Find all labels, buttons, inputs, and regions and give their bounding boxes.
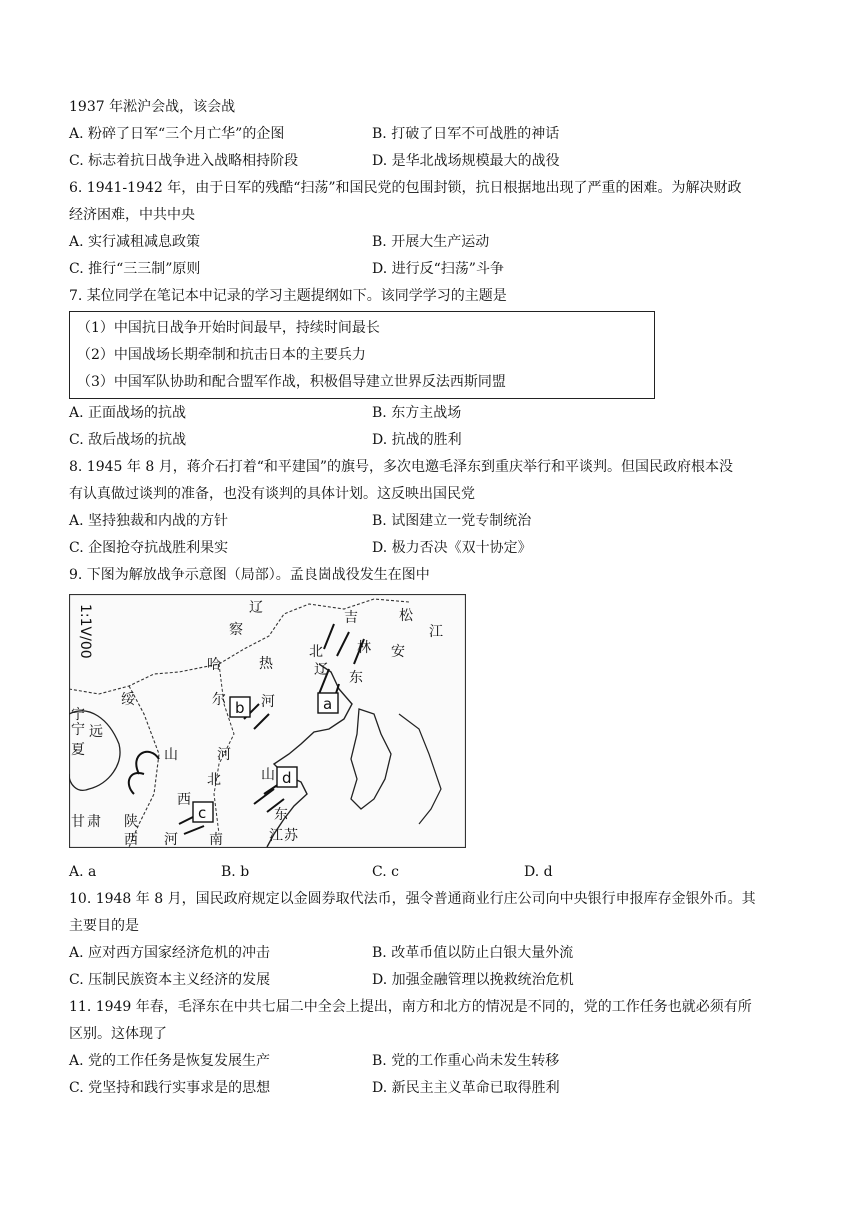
map-label-d xyxy=(277,767,297,787)
q7-option-c: C. 敌后战场的抗战 xyxy=(69,432,187,448)
map-place-name: 宁 xyxy=(71,707,85,723)
map-place-name: 河 xyxy=(217,747,231,763)
q9-option-c: C. c xyxy=(372,864,399,880)
q7-outline-item-1: （1）中国抗日战争开始时间最早，持续时间最长 xyxy=(77,320,380,336)
q8-option-c: C. 企图抢夺抗战胜利果实 xyxy=(69,540,229,556)
q6-option-d: D. 进行反“扫荡”斗争 xyxy=(372,261,504,277)
map-place-name: 宁 xyxy=(71,722,85,738)
map-place-name: 尔 xyxy=(212,692,226,708)
q10-option-a: A. 应对西方国家经济危机的冲击 xyxy=(69,945,271,961)
q5-option-d: D. 是华北战场规模最大的战役 xyxy=(372,153,560,169)
q11-stem-line2: 区别。这体现了 xyxy=(69,1026,167,1042)
q9-option-b: B. b xyxy=(221,864,250,880)
q7-stem: 7. 某位同学在笔记本中记录的学习主题提纲如下。该同学学习的主题是 xyxy=(69,288,507,304)
label-letter: a xyxy=(323,695,333,713)
map-place-name: 察 xyxy=(229,622,243,638)
q7-outline-item-2: （2）中国战场长期牵制和抗击日本的主要兵力 xyxy=(77,347,366,363)
map-label-b xyxy=(230,697,250,717)
q7-outline-item-3: （3）中国军队协助和配合盟军作战，积极倡导建立世界反法西斯同盟 xyxy=(77,374,506,390)
map-place-name: 西 xyxy=(124,832,138,848)
q8-stem-line2: 有认真做过谈判的准备，也没有谈判的具体计划。这反映出国民党 xyxy=(69,486,475,502)
map-place-name: 南 xyxy=(209,832,223,848)
map-place-name: 陕 xyxy=(124,814,138,830)
q6-stem-line1: 6. 1941-1942 年，由于日军的残酷“扫荡”和国民党的包围封锁，抗日根据地出现了严重的困难。为解决财政 xyxy=(69,180,742,196)
map-place-name: 吉 xyxy=(344,610,358,626)
map-place-name: 绥 xyxy=(121,692,135,708)
q10-option-c: C. 压制民族资本主义经济的发展 xyxy=(69,972,271,988)
map-place-name: 热 xyxy=(259,656,273,672)
q11-option-a: A. 党的工作任务是恢复发展生产 xyxy=(69,1053,271,1069)
q8-option-a: A. 坚持独裁和内战的方针 xyxy=(69,513,229,529)
q5-option-b: B. 打破了日军不可战胜的神话 xyxy=(372,126,560,142)
q11-option-d: D. 新民主主义革命已取得胜利 xyxy=(372,1080,560,1096)
q7-option-b: B. 东方主战场 xyxy=(372,405,462,421)
map-place-name: 山 xyxy=(164,747,178,763)
map-place-name: 东 xyxy=(274,807,288,823)
q8-option-d: D. 极力否决《双十协定》 xyxy=(372,540,532,556)
q6-option-c: C. 推行“三三制”原则 xyxy=(69,261,201,277)
map-place-name: 西 xyxy=(177,792,191,808)
map-place-name: 苏 xyxy=(284,828,298,844)
q7-option-d: D. 抗战的胜利 xyxy=(372,432,462,448)
map-place-name: 北 xyxy=(207,772,221,788)
map-place-name: 江 xyxy=(269,828,283,844)
map-label-a xyxy=(318,693,338,713)
map-place-name: 夏 xyxy=(71,742,85,758)
q5-option-a: A. 粉碎了日军“三个月亡华”的企图 xyxy=(69,126,285,142)
q9-stem: 9. 下图为解放战争示意图（局部）。孟良崮战役发生在图中 xyxy=(69,567,430,583)
map-place-name: 哈 xyxy=(207,657,221,673)
q7-outline-box xyxy=(69,311,655,399)
map-place-name: 辽 xyxy=(249,600,263,616)
q10-option-d: D. 加强金融管理以挽救统治危机 xyxy=(372,972,574,988)
q11-stem-line1: 11. 1949 年春，毛泽东在中共七届二中全会上提出，南方和北方的情况是不同的，党的工作任务也就必须有所 xyxy=(69,999,752,1015)
q11-option-b: B. 党的工作重心尚未发生转移 xyxy=(372,1053,560,1069)
q5-option-c: C. 标志着抗日战争进入战略相持阶段 xyxy=(69,153,299,169)
map-place-name: 林 xyxy=(357,640,371,656)
label-letter: b xyxy=(235,699,245,717)
map-place-name: 远 xyxy=(89,724,103,740)
q8-stem-line1: 8. 1945 年 8 月，蒋介石打着“和平建国”的旗号，多次电邀毛泽东到重庆举行和平谈判。但国民政府根本没 xyxy=(69,459,734,475)
label-letter: d xyxy=(282,769,292,787)
q11-option-c: C. 党坚持和践行实事求是的思想 xyxy=(69,1080,271,1096)
q10-option-b: B. 改革币值以防止白银大量外流 xyxy=(372,945,574,961)
map-frame xyxy=(70,595,466,848)
liberation-war-map xyxy=(69,594,466,848)
label-letter: c xyxy=(198,804,207,822)
q5-stem: 1937 年淞沪会战，该会战 xyxy=(69,99,236,115)
q10-stem-line2: 主要目的是 xyxy=(69,918,139,934)
map-place-name: 甘 xyxy=(71,814,85,830)
map-place-name: 河 xyxy=(261,694,275,710)
q8-option-b: B. 试图建立一党专制统治 xyxy=(372,513,532,529)
map-place-name: 北 xyxy=(309,644,323,660)
q6-stem-line2: 经济困难，中共中央 xyxy=(69,207,195,223)
map-place-name: 河 xyxy=(164,832,178,848)
map-place-name: 辽 xyxy=(314,662,328,678)
map-place-name: 江 xyxy=(429,624,443,640)
map-place-name: 东 xyxy=(349,670,363,686)
map-place-name: 肃 xyxy=(87,814,101,830)
q6-option-a: A. 实行减租减息政策 xyxy=(69,234,201,250)
map-scale-text: 1:1V/00 xyxy=(77,604,93,659)
q7-option-a: A. 正面战场的抗战 xyxy=(69,405,187,421)
map-place-name: 山 xyxy=(261,767,275,783)
q10-stem-line1: 10. 1948 年 8 月，国民政府规定以金圆券取代法币，强令普通商业行庄公司向中央银行申报库存金银外币。其 xyxy=(69,891,756,907)
map-label-c xyxy=(193,802,213,822)
map-place-name: 安 xyxy=(391,644,405,660)
q9-option-d: D. d xyxy=(524,864,553,880)
q6-option-b: B. 开展大生产运动 xyxy=(372,234,490,250)
map-place-name: 松 xyxy=(399,608,413,624)
q9-option-a: A. a xyxy=(69,864,97,880)
